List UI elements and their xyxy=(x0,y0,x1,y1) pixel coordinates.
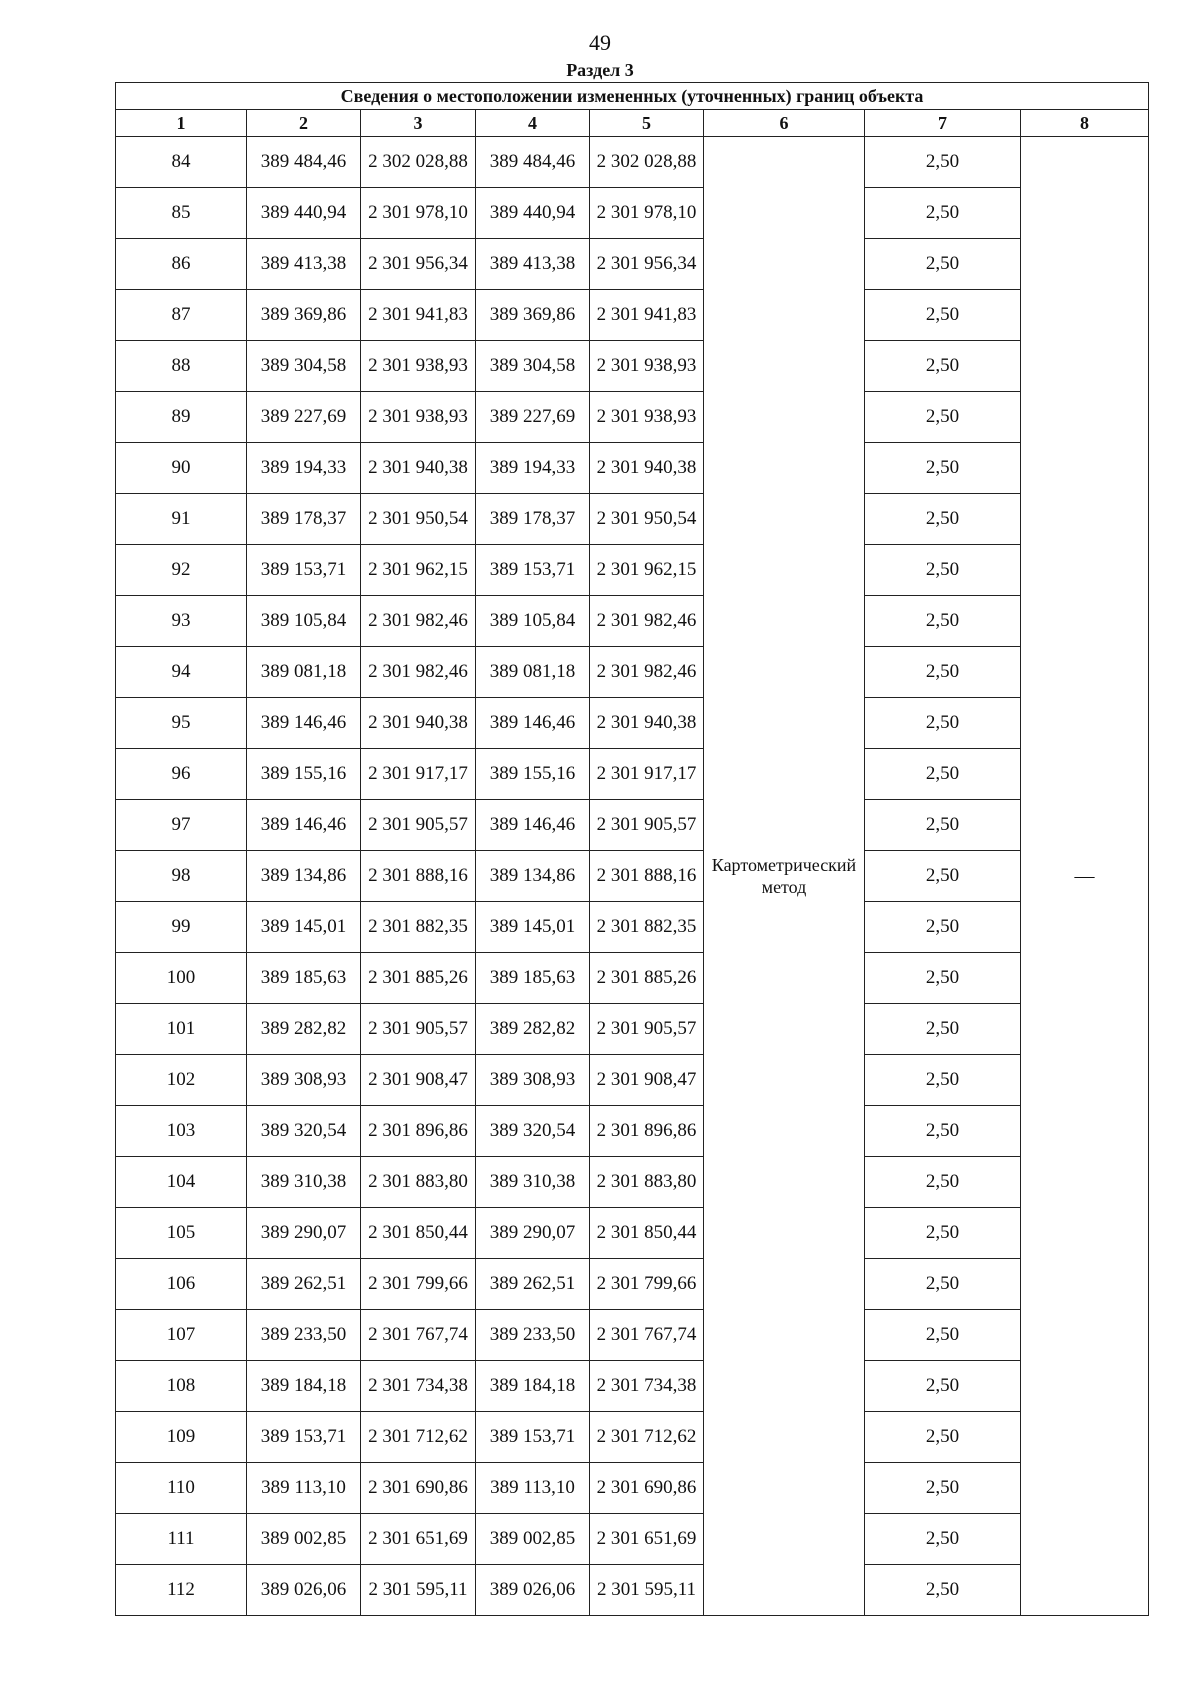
table-row xyxy=(116,1514,1149,1565)
x-existing-cell: 389 178,37 xyxy=(247,494,361,545)
x-new-cell: 389 002,85 xyxy=(476,1514,590,1565)
y-existing-cell: 2 301 917,17 xyxy=(361,749,476,800)
column-number-5: 5 xyxy=(590,110,704,137)
y-new-cell: 2 301 882,35 xyxy=(590,902,704,953)
column-number-6: 6 xyxy=(704,110,865,137)
x-new-cell: 389 227,69 xyxy=(476,392,590,443)
y-existing-cell: 2 301 941,83 xyxy=(361,290,476,341)
accuracy-cell: 2,50 xyxy=(865,1310,1021,1361)
x-new-cell: 389 146,46 xyxy=(476,698,590,749)
point-number-cell: 90 xyxy=(116,443,247,494)
x-new-cell: 389 290,07 xyxy=(476,1208,590,1259)
y-existing-cell: 2 301 940,38 xyxy=(361,443,476,494)
table-row xyxy=(116,647,1149,698)
table-row xyxy=(116,1157,1149,1208)
x-new-cell: 389 262,51 xyxy=(476,1259,590,1310)
x-existing-cell: 389 134,86 xyxy=(247,851,361,902)
y-existing-cell: 2 301 799,66 xyxy=(361,1259,476,1310)
x-existing-cell: 389 146,46 xyxy=(247,800,361,851)
x-existing-cell: 389 282,82 xyxy=(247,1004,361,1055)
x-existing-cell: 389 184,18 xyxy=(247,1361,361,1412)
x-existing-cell: 389 145,01 xyxy=(247,902,361,953)
x-existing-cell: 389 026,06 xyxy=(247,1565,361,1616)
table-row xyxy=(116,239,1149,290)
table-row xyxy=(116,851,1149,902)
x-existing-cell: 389 304,58 xyxy=(247,341,361,392)
y-new-cell: 2 301 917,17 xyxy=(590,749,704,800)
y-existing-cell: 2 301 850,44 xyxy=(361,1208,476,1259)
point-number-cell: 87 xyxy=(116,290,247,341)
y-new-cell: 2 301 799,66 xyxy=(590,1259,704,1310)
table-row xyxy=(116,1361,1149,1412)
x-new-cell: 389 134,86 xyxy=(476,851,590,902)
y-new-cell: 2 301 850,44 xyxy=(590,1208,704,1259)
table-body xyxy=(116,137,1149,1616)
y-existing-cell: 2 301 595,11 xyxy=(361,1565,476,1616)
x-new-cell: 389 105,84 xyxy=(476,596,590,647)
x-existing-cell: 389 146,46 xyxy=(247,698,361,749)
table-row xyxy=(116,698,1149,749)
y-new-cell: 2 302 028,88 xyxy=(590,137,704,188)
x-existing-cell: 389 484,46 xyxy=(247,137,361,188)
y-new-cell: 2 301 956,34 xyxy=(590,239,704,290)
point-number-cell: 98 xyxy=(116,851,247,902)
table-row xyxy=(116,188,1149,239)
page-number: 49 xyxy=(589,30,611,55)
x-new-cell: 389 081,18 xyxy=(476,647,590,698)
accuracy-cell: 2,50 xyxy=(865,545,1021,596)
table-row xyxy=(116,137,1149,188)
accuracy-cell: 2,50 xyxy=(865,800,1021,851)
x-new-cell: 389 413,38 xyxy=(476,239,590,290)
accuracy-cell: 2,50 xyxy=(865,596,1021,647)
accuracy-cell: 2,50 xyxy=(865,137,1021,188)
x-existing-cell: 389 262,51 xyxy=(247,1259,361,1310)
point-number-cell: 95 xyxy=(116,698,247,749)
x-new-cell: 389 304,58 xyxy=(476,341,590,392)
y-existing-cell: 2 301 908,47 xyxy=(361,1055,476,1106)
x-existing-cell: 389 081,18 xyxy=(247,647,361,698)
accuracy-cell: 2,50 xyxy=(865,1004,1021,1055)
y-new-cell: 2 301 651,69 xyxy=(590,1514,704,1565)
x-existing-cell: 389 290,07 xyxy=(247,1208,361,1259)
y-existing-cell: 2 301 938,93 xyxy=(361,392,476,443)
table-row xyxy=(116,1565,1149,1616)
x-existing-cell: 389 369,86 xyxy=(247,290,361,341)
table-row xyxy=(116,494,1149,545)
y-new-cell: 2 301 940,38 xyxy=(590,698,704,749)
x-existing-cell: 389 310,38 xyxy=(247,1157,361,1208)
column-number-1: 1 xyxy=(116,110,247,137)
point-number-cell: 109 xyxy=(116,1412,247,1463)
x-new-cell: 389 369,86 xyxy=(476,290,590,341)
y-new-cell: 2 301 896,86 xyxy=(590,1106,704,1157)
column-number-row xyxy=(116,110,1149,137)
method-cell: Картометрический метод xyxy=(704,137,865,1616)
table-row xyxy=(116,341,1149,392)
x-new-cell: 389 153,71 xyxy=(476,1412,590,1463)
point-number-cell: 108 xyxy=(116,1361,247,1412)
point-number-cell: 88 xyxy=(116,341,247,392)
point-number-cell: 96 xyxy=(116,749,247,800)
point-number-cell: 107 xyxy=(116,1310,247,1361)
point-number-cell: 94 xyxy=(116,647,247,698)
table-row xyxy=(116,545,1149,596)
x-new-cell: 389 484,46 xyxy=(476,137,590,188)
table-row xyxy=(116,1463,1149,1514)
y-new-cell: 2 301 938,93 xyxy=(590,341,704,392)
accuracy-cell: 2,50 xyxy=(865,902,1021,953)
y-new-cell: 2 301 908,47 xyxy=(590,1055,704,1106)
y-existing-cell: 2 301 982,46 xyxy=(361,596,476,647)
y-existing-cell: 2 301 690,86 xyxy=(361,1463,476,1514)
x-existing-cell: 389 440,94 xyxy=(247,188,361,239)
accuracy-cell: 2,50 xyxy=(865,647,1021,698)
table-row xyxy=(116,1208,1149,1259)
accuracy-cell: 2,50 xyxy=(865,1055,1021,1106)
x-new-cell: 389 026,06 xyxy=(476,1565,590,1616)
point-number-cell: 92 xyxy=(116,545,247,596)
section-title: Раздел 3 xyxy=(566,60,634,80)
table-row xyxy=(116,596,1149,647)
column-number-4: 4 xyxy=(476,110,590,137)
accuracy-cell: 2,50 xyxy=(865,392,1021,443)
y-new-cell: 2 301 905,57 xyxy=(590,1004,704,1055)
x-new-cell: 389 440,94 xyxy=(476,188,590,239)
x-new-cell: 389 178,37 xyxy=(476,494,590,545)
y-existing-cell: 2 301 905,57 xyxy=(361,1004,476,1055)
table-row xyxy=(116,1412,1149,1463)
x-new-cell: 389 308,93 xyxy=(476,1055,590,1106)
accuracy-cell: 2,50 xyxy=(865,188,1021,239)
y-existing-cell: 2 301 938,93 xyxy=(361,341,476,392)
x-existing-cell: 389 227,69 xyxy=(247,392,361,443)
table-row xyxy=(116,953,1149,1004)
accuracy-cell: 2,50 xyxy=(865,1208,1021,1259)
table-row xyxy=(116,800,1149,851)
accuracy-cell: 2,50 xyxy=(865,341,1021,392)
accuracy-cell: 2,50 xyxy=(865,698,1021,749)
x-existing-cell: 389 320,54 xyxy=(247,1106,361,1157)
point-number-cell: 112 xyxy=(116,1565,247,1616)
table-row xyxy=(116,1259,1149,1310)
y-existing-cell: 2 301 882,35 xyxy=(361,902,476,953)
accuracy-cell: 2,50 xyxy=(865,1412,1021,1463)
column-number-8: 8 xyxy=(1021,110,1149,137)
x-existing-cell: 389 194,33 xyxy=(247,443,361,494)
table-row xyxy=(116,443,1149,494)
x-new-cell: 389 155,16 xyxy=(476,749,590,800)
point-number-cell: 89 xyxy=(116,392,247,443)
x-new-cell: 389 146,46 xyxy=(476,800,590,851)
table-row xyxy=(116,1106,1149,1157)
point-number-cell: 97 xyxy=(116,800,247,851)
y-new-cell: 2 301 982,46 xyxy=(590,647,704,698)
point-number-cell: 85 xyxy=(116,188,247,239)
y-new-cell: 2 301 905,57 xyxy=(590,800,704,851)
x-existing-cell: 389 002,85 xyxy=(247,1514,361,1565)
y-existing-cell: 2 301 950,54 xyxy=(361,494,476,545)
x-new-cell: 389 310,38 xyxy=(476,1157,590,1208)
x-existing-cell: 389 153,71 xyxy=(247,1412,361,1463)
y-existing-cell: 2 301 734,38 xyxy=(361,1361,476,1412)
y-new-cell: 2 301 734,38 xyxy=(590,1361,704,1412)
point-number-cell: 99 xyxy=(116,902,247,953)
x-existing-cell: 389 155,16 xyxy=(247,749,361,800)
x-new-cell: 389 113,10 xyxy=(476,1463,590,1514)
x-existing-cell: 389 105,84 xyxy=(247,596,361,647)
y-existing-cell: 2 301 883,80 xyxy=(361,1157,476,1208)
x-existing-cell: 389 233,50 xyxy=(247,1310,361,1361)
point-number-cell: 102 xyxy=(116,1055,247,1106)
accuracy-cell: 2,50 xyxy=(865,1463,1021,1514)
y-new-cell: 2 301 978,10 xyxy=(590,188,704,239)
table-caption: Сведения о местоположении измененных (уточненных) границ объекта xyxy=(116,83,1149,110)
y-existing-cell: 2 301 982,46 xyxy=(361,647,476,698)
x-existing-cell: 389 113,10 xyxy=(247,1463,361,1514)
y-new-cell: 2 301 940,38 xyxy=(590,443,704,494)
column-number-2: 2 xyxy=(247,110,361,137)
y-existing-cell: 2 301 888,16 xyxy=(361,851,476,902)
table-row xyxy=(116,1004,1149,1055)
point-number-cell: 101 xyxy=(116,1004,247,1055)
x-new-cell: 389 282,82 xyxy=(476,1004,590,1055)
table-row xyxy=(116,1055,1149,1106)
accuracy-cell: 2,50 xyxy=(865,494,1021,545)
table-row xyxy=(116,392,1149,443)
x-new-cell: 389 194,33 xyxy=(476,443,590,494)
y-new-cell: 2 301 941,83 xyxy=(590,290,704,341)
point-number-cell: 93 xyxy=(116,596,247,647)
y-new-cell: 2 301 767,74 xyxy=(590,1310,704,1361)
x-new-cell: 389 233,50 xyxy=(476,1310,590,1361)
y-existing-cell: 2 302 028,88 xyxy=(361,137,476,188)
y-existing-cell: 2 301 651,69 xyxy=(361,1514,476,1565)
y-existing-cell: 2 301 956,34 xyxy=(361,239,476,290)
accuracy-cell: 2,50 xyxy=(865,1361,1021,1412)
table-row xyxy=(116,749,1149,800)
point-number-cell: 104 xyxy=(116,1157,247,1208)
y-existing-cell: 2 301 905,57 xyxy=(361,800,476,851)
accuracy-cell: 2,50 xyxy=(865,953,1021,1004)
x-existing-cell: 389 153,71 xyxy=(247,545,361,596)
y-existing-cell: 2 301 885,26 xyxy=(361,953,476,1004)
y-new-cell: 2 301 595,11 xyxy=(590,1565,704,1616)
point-number-cell: 105 xyxy=(116,1208,247,1259)
x-new-cell: 389 185,63 xyxy=(476,953,590,1004)
x-existing-cell: 389 185,63 xyxy=(247,953,361,1004)
y-new-cell: 2 301 888,16 xyxy=(590,851,704,902)
y-existing-cell: 2 301 978,10 xyxy=(361,188,476,239)
boundary-coordinates-table xyxy=(115,82,1149,1616)
y-new-cell: 2 301 950,54 xyxy=(590,494,704,545)
y-existing-cell: 2 301 896,86 xyxy=(361,1106,476,1157)
y-existing-cell: 2 301 767,74 xyxy=(361,1310,476,1361)
y-new-cell: 2 301 712,62 xyxy=(590,1412,704,1463)
point-number-cell: 110 xyxy=(116,1463,247,1514)
point-number-cell: 103 xyxy=(116,1106,247,1157)
table-row xyxy=(116,1310,1149,1361)
point-number-cell: 100 xyxy=(116,953,247,1004)
y-new-cell: 2 301 982,46 xyxy=(590,596,704,647)
point-number-cell: 91 xyxy=(116,494,247,545)
accuracy-cell: 2,50 xyxy=(865,749,1021,800)
accuracy-cell: 2,50 xyxy=(865,851,1021,902)
y-existing-cell: 2 301 940,38 xyxy=(361,698,476,749)
x-existing-cell: 389 308,93 xyxy=(247,1055,361,1106)
y-new-cell: 2 301 690,86 xyxy=(590,1463,704,1514)
y-existing-cell: 2 301 962,15 xyxy=(361,545,476,596)
point-number-cell: 111 xyxy=(116,1514,247,1565)
table-row xyxy=(116,290,1149,341)
x-new-cell: 389 320,54 xyxy=(476,1106,590,1157)
column8-cell: — xyxy=(1021,137,1149,1616)
accuracy-cell: 2,50 xyxy=(865,1106,1021,1157)
accuracy-cell: 2,50 xyxy=(865,239,1021,290)
point-number-cell: 106 xyxy=(116,1259,247,1310)
y-existing-cell: 2 301 712,62 xyxy=(361,1412,476,1463)
accuracy-cell: 2,50 xyxy=(865,1565,1021,1616)
accuracy-cell: 2,50 xyxy=(865,1514,1021,1565)
accuracy-cell: 2,50 xyxy=(865,1259,1021,1310)
y-new-cell: 2 301 883,80 xyxy=(590,1157,704,1208)
y-new-cell: 2 301 885,26 xyxy=(590,953,704,1004)
x-new-cell: 389 153,71 xyxy=(476,545,590,596)
x-new-cell: 389 145,01 xyxy=(476,902,590,953)
x-existing-cell: 389 413,38 xyxy=(247,239,361,290)
table-row xyxy=(116,902,1149,953)
accuracy-cell: 2,50 xyxy=(865,443,1021,494)
y-new-cell: 2 301 962,15 xyxy=(590,545,704,596)
accuracy-cell: 2,50 xyxy=(865,290,1021,341)
column-number-7: 7 xyxy=(865,110,1021,137)
accuracy-cell: 2,50 xyxy=(865,1157,1021,1208)
column-number-3: 3 xyxy=(361,110,476,137)
point-number-cell: 84 xyxy=(116,137,247,188)
point-number-cell: 86 xyxy=(116,239,247,290)
x-new-cell: 389 184,18 xyxy=(476,1361,590,1412)
y-new-cell: 2 301 938,93 xyxy=(590,392,704,443)
